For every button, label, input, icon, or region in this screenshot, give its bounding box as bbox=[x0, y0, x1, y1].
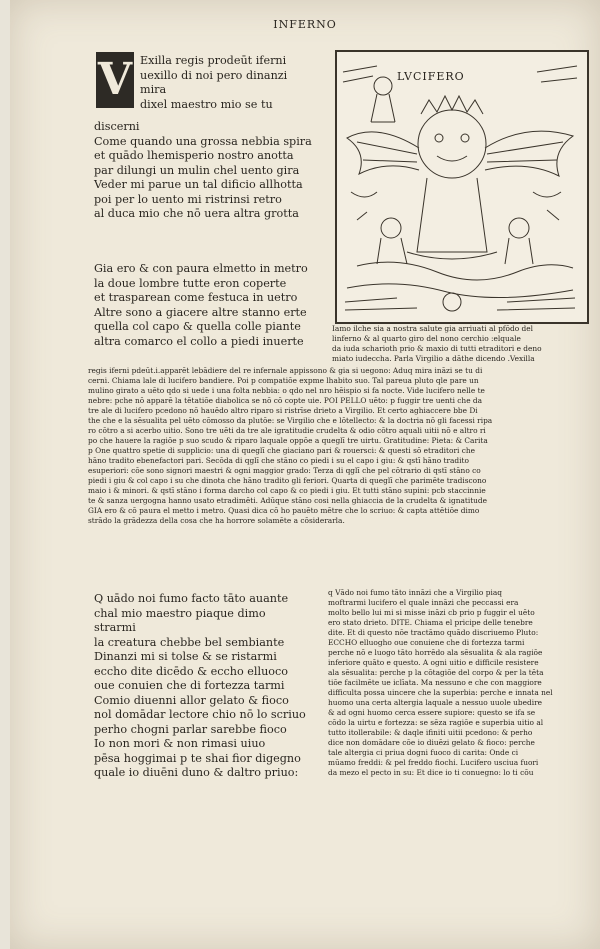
commentary-line: tale altergia ci priua dogni fuoco di carita: Onde ci bbox=[328, 748, 519, 757]
verse-line: dixel maestro mio se tu bbox=[140, 97, 273, 111]
verse-line: par dilungi un mulin chel uento gira bbox=[94, 163, 300, 177]
verse-line: al duca mio che nō uera altra grotta bbox=[94, 207, 299, 220]
verse-line: quale io diuēni duno & daltro priuo: bbox=[94, 766, 299, 779]
commentary-line: da mezo el pecto in su: Et dice io ti conuegno: lo ti cōu bbox=[328, 768, 534, 777]
verse-block-top-b bbox=[94, 120, 312, 222]
running-head: INFERNO bbox=[273, 18, 337, 31]
commentary-line: hāno tradito ebenefactori pari. Secōda di qglī che stāno co piedi i su el capo i giu: & qstī hāno tradito bbox=[88, 456, 469, 465]
commentary-line: moftrarmi lucifero el quale innāzi che peccassi era bbox=[328, 598, 519, 607]
verse-line: nol domādar lectore chio nō lo scriuo bbox=[94, 708, 306, 721]
commentary-middle bbox=[88, 366, 593, 526]
commentary-line: dite. Et di questo nōe tractāmo quādo discriuemo Pluto: bbox=[328, 628, 539, 637]
commentary-line: molto bello lui mi si misse ināzi cb prio p fuggir el uēto bbox=[328, 608, 535, 617]
commentary-line: miato iudeccha. Parla Virgilio a dāthe dicendo .Vexilla bbox=[332, 354, 535, 363]
commentary-line: ala sēsualita: perche p la cōtagiōe del corpo & per la tēta bbox=[328, 668, 544, 677]
commentary-line: GIA ero & cō paura el metto i metro. Quasi dica cō ho pauēto mētre che lo scriuo: & capta attētiōe dimo bbox=[88, 506, 480, 515]
verse-line: pēsa hoggimai p te shai fior digegno bbox=[94, 751, 301, 765]
commentary-line: perche nō e luogo tāto horrēdo ala sēsualita & ala ragiōe bbox=[328, 648, 543, 657]
commentary-line: & ad ogni huomo cerca essere supiore: questo se ifa se bbox=[328, 708, 536, 717]
commentary-line: q Vādo noi fumo tāto innāzi che a Virgilio piaq bbox=[328, 588, 502, 597]
manuscript-page bbox=[10, 0, 600, 949]
verse-block-top-a bbox=[140, 54, 287, 112]
verse-line: quella col capo & quella colle piante bbox=[94, 320, 301, 333]
commentary-line: cōdo la uirtu e fortezza: se sēza ragiōe e superbia uitio al bbox=[328, 718, 544, 727]
verse-line: poi per lo uento mi ristrinsi retro bbox=[94, 192, 282, 206]
commentary-line: regis iferni pdeūt.i.apparēt lebādiere del re infernale appissono & gia si uegono: Aduq mira ināzi se tu di bbox=[88, 366, 483, 375]
commentary-line: strādo la grādezza della cosa che ha horrore solamēte a cōsiderarla. bbox=[88, 516, 345, 525]
verse-line: mira bbox=[140, 83, 167, 96]
commentary-line: piedi i giu & col capo i su che dinota che hāno tradito gli feriori. Quarta di queglī che parimēte tradiscono bbox=[88, 476, 487, 485]
commentary-line: dice non domādare cōe io diuēzi gelato & fioco: perche bbox=[328, 738, 535, 747]
commentary-line: the che e la sēsualita pel uēto cōmosso da plutōe: se Virgilio che e lōtellecto: & la doctria nō gli facessi ripa bbox=[88, 416, 493, 425]
verse-line: Comio diuenni allor gelato & fioco bbox=[94, 693, 289, 707]
verse-line: et trasparean come festuca in uetro bbox=[94, 291, 298, 304]
commentary-line: difficulta possa uincere che la superbia: perche e innata nel bbox=[328, 688, 553, 697]
verse-line: oue conuien che di fortezza tarmi bbox=[94, 679, 285, 692]
woodcut-title: LVCIFERO bbox=[397, 70, 465, 83]
verse-line: Altre sono a giacere altre stanno erte bbox=[94, 305, 307, 319]
verse-line: chal mio maestro piaque dimo bbox=[94, 606, 266, 620]
commentary-line: esuperiori: cōe sono signori maestri & ogni maggior grado: Terza di qglī che pel cōtrario di qstī stāno co bbox=[88, 466, 481, 475]
commentary-line: huomo una certa altergia laquale a nessuo uuole ubedire bbox=[328, 698, 543, 707]
verse-line: Q uādo noi fumo facto tāto auante bbox=[94, 592, 289, 605]
commentary-line: ECCHO elluogho oue conuiene che di fortezza tarmi bbox=[328, 638, 525, 647]
commentary-line: te & sanza uergogna hanno usato etradimēti. Adūque stāno cosi nella ghiaccia de la crudelta & ignatitude bbox=[88, 496, 488, 505]
verse-line: eccho dite dicēdo & eccho elluoco bbox=[94, 664, 289, 678]
commentary-line: linferno & al quarto giro del nono cerchio :elquale bbox=[332, 334, 521, 343]
commentary-line: nebre: pche nō apparē la tētatiōe diabolica se nō cō copte uie. POI PELLO uēto: p fuggir tre uenti che da bbox=[88, 396, 483, 405]
verse-line: Come quando una grossa nebbia spira bbox=[94, 134, 312, 148]
verse-line: perho chogni parlar sarebbe fioco bbox=[94, 722, 287, 736]
commentary-line: mūamo freddi: & pel freddo fiochi. Lucifero usciua fuori bbox=[328, 758, 539, 767]
decorated-initial: V bbox=[96, 52, 134, 108]
woodcut-drawing bbox=[337, 52, 583, 318]
commentary-line: tiōe facilmēte ue iclīata. Ma nessuno e che con maggiore bbox=[328, 678, 542, 687]
commentary-line: Iamo ilche sia a nostra salute gia arriuati al pfōdo del bbox=[332, 324, 533, 333]
verse-line: uexillo di noi pero dinanzi bbox=[140, 68, 288, 82]
commentary-line: cerni. Chiama lale di lucifero bandiere. Poi p compatiōe expme lhabito suo. Tal pareua pluto qle pare un bbox=[88, 376, 479, 385]
commentary-bottom bbox=[328, 588, 596, 778]
verse-line: Veder mi parue un tal dificio allhotta bbox=[94, 178, 303, 191]
verse-line: et quādo lhemisperio nostro anotta bbox=[94, 149, 294, 162]
verse-line: la doue lombre tutte eron coperte bbox=[94, 276, 287, 290]
commentary-line: inferiore quāto e questo. A ogni uitio e difficile resistere bbox=[328, 658, 539, 667]
commentary-line: ro cōtro a si acerbo uitio. Sono tre uēti da tre ale igratitudie crudelta & odio cōtro aquali uitii nō e altro ri bbox=[88, 426, 486, 435]
commentary-line: tre ale di lucifero pcedono nō hauēdo altro riparo si ristrīse drieto a Virgilio. Et certo aghiaccere bbe Di bbox=[88, 406, 478, 415]
verse-line: Io non mori & non rimasi uiuo bbox=[94, 737, 266, 750]
verse-line: Exilla regis prodeūt iferni bbox=[140, 54, 287, 67]
verse-line: altra comarco el collo a piedi inuerte bbox=[94, 334, 304, 348]
verse-line: la creatura chebbe bel sembiante bbox=[94, 635, 285, 649]
verse-line: strarmi bbox=[94, 621, 136, 634]
verse-line: discerni bbox=[94, 120, 140, 133]
commentary-line: po che hauere la ragiōe p suo scudo & riparo laquale oppōe a queglī tre uirtu. Gratitudine: Pieta: & Carita bbox=[88, 436, 488, 445]
verse-line: Dinanzi mi si tolse & se ristarmi bbox=[94, 650, 277, 663]
verse-block-bottom bbox=[94, 592, 306, 781]
verse-line: Gia ero & con paura elmetto in metro bbox=[94, 262, 308, 275]
lucifer-woodcut-illustration bbox=[335, 50, 589, 324]
commentary-right bbox=[332, 324, 542, 364]
commentary-line: mulino girato a uēto qdo si uede i una folta nebbia: o qdo nel nro hēispio si fa nocte. Vide lucifero nelle te bbox=[88, 386, 485, 395]
verse-block-top-c bbox=[94, 262, 308, 349]
commentary-line: p One quattro spetie di supplicio: una di queglī che giaciano pari & rouersci: & questi sō etraditori che bbox=[88, 446, 475, 455]
commentary-line: tutto itollerabile: & daqle ifiniti uitii pcedono: & perho bbox=[328, 728, 533, 737]
commentary-line: maio i & minori. & qstī stāno i forma darcho col capo & co piedi i giu. Et tutti stāno supini: pcb staccinnie bbox=[88, 486, 486, 495]
commentary-line: da iuda scharioth prio & maxio di tutti etraditori e deno bbox=[332, 344, 542, 353]
commentary-line: ero stato drieto. DITE. Chiama el pricipe delle tenebre bbox=[328, 618, 533, 627]
